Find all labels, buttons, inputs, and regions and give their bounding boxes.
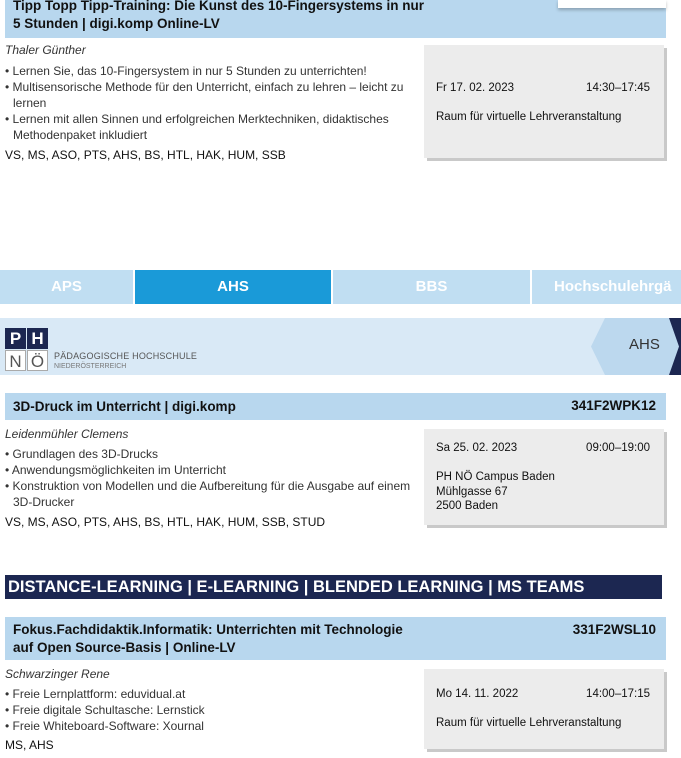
course-lecturer: Schwarzinger Rene — [5, 667, 110, 681]
list-item: • Anwendungsmöglichkeiten im Unterricht — [5, 462, 415, 478]
course-description-list — [5, 63, 415, 143]
course-info-box — [424, 429, 664, 525]
course-code: 341F2WPK12 — [571, 398, 656, 413]
list-item: • Lernen mit allen Sinnen und erfolgreichen Merktechniken, didaktisches Methodenpaket inkludiert — [5, 111, 415, 143]
tab-bbs[interactable]: BBS — [333, 270, 532, 304]
tab-aps[interactable]: APS — [0, 270, 135, 304]
course-time: 09:00–19:00 — [586, 442, 650, 454]
course-description-list — [5, 686, 415, 734]
logo-name: PÄDAGOGISCHE HOCHSCHULE — [54, 351, 198, 361]
course-header — [5, 393, 666, 420]
course-code: 331F2WSL10 — [572, 622, 656, 637]
logo-letter-n: N — [5, 350, 26, 371]
list-item: • Freie Whiteboard-Software: Xournal — [5, 718, 415, 734]
list-item: • Freie digitale Schultasche: Lernstick — [5, 702, 415, 718]
course-lecturer: Leidenmühler Clemens — [5, 427, 129, 441]
location-line: 2500 Baden — [436, 500, 499, 512]
course-target-schools: MS, AHS — [5, 738, 54, 752]
section-banner: DISTANCE-LEARNING | E-LEARNING | BLENDED LEARNING | MS TEAMS — [5, 575, 662, 599]
course-time: 14:30–17:45 — [586, 82, 650, 94]
course-location — [436, 470, 555, 514]
course-header — [5, 617, 666, 660]
course-location: Raum für virtuelle Lehrveranstaltung — [436, 111, 622, 123]
school-type-tabs — [0, 270, 681, 304]
location-line: Mühlgasse 67 — [436, 485, 508, 498]
logo-letter-oe: Ö — [27, 350, 48, 371]
course-date: Sa 25. 02. 2023 — [436, 442, 518, 454]
course-info-box — [424, 45, 664, 158]
course-title-line1: Fokus.Fachdidaktik.Informatik: Unterrichten mit Technologie — [13, 622, 403, 637]
course-target-schools: VS, MS, ASO, PTS, AHS, BS, HTL, HAK, HUM, SSB — [5, 148, 286, 162]
course-date: Fr 17. 02. 2023 — [436, 82, 514, 94]
institution-header — [0, 318, 681, 375]
course-lecturer: Thaler Günther — [5, 43, 86, 57]
course-target-schools: VS, MS, ASO, PTS, AHS, BS, HTL, HAK, HUM, SSB, STUD — [5, 515, 326, 529]
page-edge-overlay — [558, 0, 666, 8]
course-location: Raum für virtuelle Lehrveranstaltung — [436, 717, 622, 729]
list-item: • Freie Lernplattform: eduvidual.at — [5, 686, 415, 702]
list-item: • Konstruktion von Modellen und die Aufbereitung für die Ausgabe auf einem 3D-Drucker — [5, 478, 415, 510]
list-item: • Lernen Sie, das 10-Fingersystem in nur 5 Stunden zu unterrichten! — [5, 63, 415, 79]
location-line: PH NÖ Campus Baden — [436, 471, 555, 483]
course-title-line2: auf Open Source-Basis | Online-LV — [13, 640, 236, 655]
course-date: Mo 14. 11. 2022 — [436, 688, 519, 700]
course-title: 3D-Druck im Unterricht | digi.komp — [13, 399, 236, 414]
tab-ahs[interactable]: AHS — [135, 270, 333, 304]
list-item: • Multisensorische Methode für den Unterricht, einfach zu lehren – leicht zu lernen — [5, 79, 415, 111]
list-item: • Grundlagen des 3D-Drucks — [5, 446, 415, 462]
course-time: 14:00–17:15 — [586, 688, 650, 700]
course-title-line1: Tipp Topp Tipp-Training: Die Kunst des 10-Fingersystems in nur — [13, 0, 425, 13]
tab-hochschullehrgaenge[interactable]: Hochschulehrgä — [554, 278, 672, 295]
logo-region: NIEDERÖSTERREICH — [54, 363, 127, 370]
logo-letter-p: P — [5, 328, 26, 349]
course-title-line2: 5 Stunden | digi.komp Online-LV — [13, 16, 220, 31]
course-info-box — [424, 669, 664, 749]
course-description-list — [5, 446, 415, 510]
section-tag-label: AHS — [629, 336, 660, 353]
logo-letter-h: H — [27, 328, 48, 349]
